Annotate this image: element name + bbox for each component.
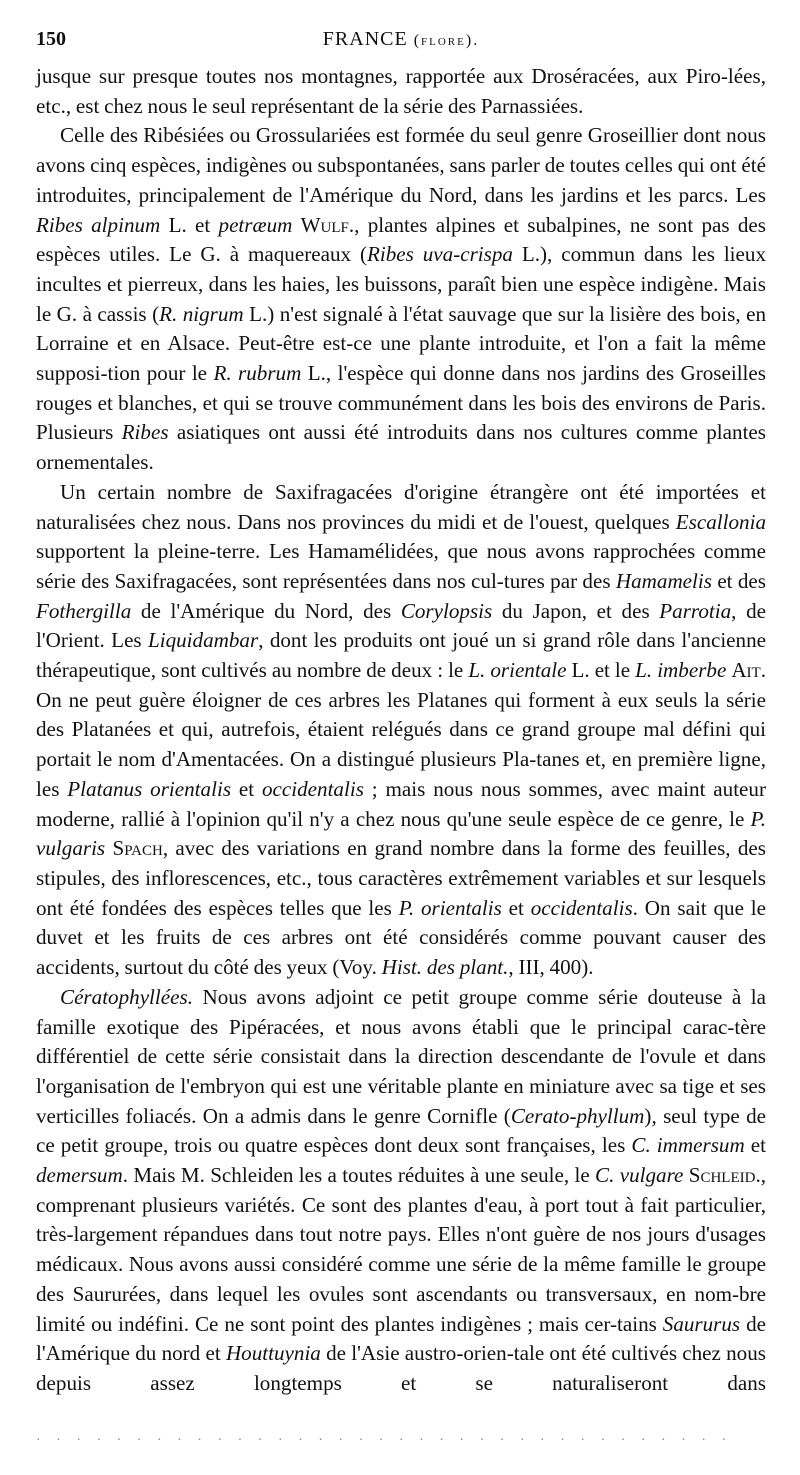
italic-text: Hist. des plant.: [381, 955, 509, 980]
text-run: Un certain nombre de Saxifragacées d'origine étrangère ont été importées et naturalisées chez nous. Dans nos provinces du midi et de l'ouest, quelques: [36, 479, 766, 534]
bleed-through-dots: · · · · · · · · · · · · · · · · · · · · · · · · · · · · · · · · · · ·: [36, 1433, 733, 1448]
text-run: , comprenant plusieurs variétés. Ce sont des plantes d'eau, à port tout à fait particulier, très-largement répandues dans tout notre pays. Elles n'ont guère de nos jours d'usages médicaux. Nous avons aussi considéré comme une série de la même famille le groupe des Saururées, dans lequel les ovules sont ascendants ou transversaux, en nom-bre limité ou indéfini. Ce ne sont point des plantes indigènes ; mais cer-tains: [36, 1163, 766, 1336]
text-run: , de l'Orient. Les: [36, 598, 766, 653]
italic-text: Cerato-phyllum: [510, 1103, 645, 1128]
text-run: asiatiques ont aussi été introduits dans nos cultures comme plantes ornementales.: [36, 420, 766, 475]
italic-text: P. vulgaris: [36, 806, 766, 861]
paragraph: [36, 478, 766, 983]
italic-text: P. orientalis: [398, 895, 502, 920]
small-caps-text: Ait.: [731, 658, 766, 683]
text-run: , III, 400).: [508, 955, 594, 980]
text-run: [292, 213, 300, 237]
italic-text: Ribes uva-crispa: [366, 242, 513, 267]
text-run: supportent la pleine-terre. Les Hamamélidées, que nous avons rapprochées comme série des Saxifragacées, sont représentées dans nos cul-tures par des: [36, 539, 766, 593]
italic-text: petræum: [218, 212, 293, 237]
italic-text: Hamamelis: [615, 568, 712, 593]
italic-text: R. rubrum: [213, 361, 302, 386]
italic-text: Fothergilla: [36, 598, 132, 623]
italic-text: R. nigrum: [159, 301, 244, 326]
running-subtitle: (flore).: [413, 32, 480, 49]
italic-text: Ribes: [121, 420, 169, 445]
paragraph: [36, 62, 766, 121]
italic-text: demersum: [36, 1163, 123, 1188]
text-run: et des: [711, 568, 766, 593]
running-title: FRANCE: [322, 28, 408, 50]
text-run: Nous avons adjoint ce petit groupe comme série douteuse à la famille exotique des Pipéracées, et nous avons établi que le principal carac-tère différentiel de cette série consistait dans la direction descendante de l'ovule et dans l'organisation de l'embryon qui est une véritable plante en miniature avec sa tige et ses verticilles foliacés. On a admis dans le genre Cornifle (: [36, 984, 766, 1128]
text-run: ), seul type de ce petit groupe, trois ou quatre espèces dont deux sont françaises, les: [36, 1103, 766, 1158]
running-head: [36, 28, 766, 51]
book-page: [36, 22, 766, 1399]
italic-text: L. orientale: [468, 658, 567, 683]
small-caps-text: Schleid.: [688, 1163, 761, 1188]
page-number: 150: [36, 28, 66, 50]
text-run: On ne peut guère éloigner de ces arbres les Platanes qui forment à eux seuls la série des Platanées et qui, autrefois, étaient relégués dans ce grand groupe mal défini qui portait le nom d'Amentacées. On a distingué plusieurs Pla-tanes et, en première ligne, les: [36, 687, 766, 801]
italic-text: Platanus orientalis: [67, 776, 232, 801]
text-run: de l'Asie austro-orien-tale ont été cultivés chez nous depuis assez longtemps et se naturaliseront dans: [36, 1341, 766, 1395]
text-run: , dont les produits ont joué un si grand rôle dans l'ancienne thérapeutique, sont cultivés au nombre de deux : le: [36, 628, 767, 683]
text-run: et: [744, 1133, 766, 1158]
italic-text: Corylopsis: [400, 598, 493, 623]
paragraph: [36, 983, 766, 1399]
italic-text: occidentalis: [530, 895, 633, 920]
text-run: Celle des Ribésiées ou Grossulariées est formée du seul genre Groseillier dont nous avons cinq espèces, indigènes ou subspontanées, sans parler de toutes celles qui ont été introduites, principalement de l'Amérique du Nord, dans les jardins et les parcs. Les: [36, 123, 766, 207]
italic-text: Cératophyllées.: [60, 984, 193, 1009]
text-run: de l'Amérique du nord et: [36, 1311, 766, 1366]
italic-text: C. vulgare: [595, 1163, 684, 1188]
text-run: L., l'espèce qui donne dans nos jardins des Groseilles rouges et blanches, et qui se trouve communément dans les bois des environs de Paris. Plusieurs: [36, 361, 766, 445]
text-run: de l'Amérique du Nord, des: [131, 598, 401, 623]
italic-text: occidentalis: [261, 776, 364, 801]
text-run: et: [501, 895, 531, 920]
italic-text: Saururus: [662, 1311, 741, 1336]
text-run: . Mais M. Schleiden les a toutes réduites à une seule, le: [122, 1163, 596, 1188]
italic-text: Ribes alpinum: [36, 212, 161, 237]
italic-text: Escallonia: [675, 509, 766, 534]
text-run: L.), commun dans les lieux incultes et pierreux, dans les haies, les buissons, paraît bien une espèce indigène. Mais le G. à cassis (: [36, 242, 766, 326]
paragraph: [36, 121, 766, 477]
body-text: [36, 62, 766, 1399]
small-caps-text: Wulf.: [300, 212, 355, 237]
text-run: L. et le: [566, 658, 636, 683]
italic-text: C. immersum: [631, 1133, 745, 1158]
text-run: . On sait que le duvet et les fruits de ces arbres ont été considérés comme pouvant causer des accidents, surtout du côté des yeux (Voy.: [36, 895, 767, 980]
italic-text: Parrotia: [659, 598, 732, 623]
page-header: [36, 22, 766, 62]
italic-text: Houttuynia: [225, 1341, 321, 1366]
small-caps-text: Spach: [112, 836, 163, 861]
text-run: jusque sur presque toutes nos montagnes, rapportée aux Droséracées, aux Piro-lées, etc., est chez nous le seul représentant de la série des Parnassiées.: [36, 64, 766, 118]
text-run: et: [231, 776, 262, 801]
text-run: L. et: [160, 212, 219, 237]
text-run: L.) n'est signalé à l'état sauvage que sur la lisière des bois, en Lorraine et en Alsace. Peut-être est-ce une plante introduite, et l'on a fait la même supposi-tion pour le: [36, 301, 766, 386]
text-run: , avec des variations en grand nombre dans la forme des feuilles, des stipules, des inflorescences, etc., tous caractères extrêmement variables et sur lesquels ont été fondées des espèces telles que les: [36, 836, 766, 920]
text-run: du Japon, et des: [492, 598, 660, 623]
italic-text: L. imberbe: [635, 658, 727, 683]
italic-text: Liquidambar: [148, 628, 259, 653]
text-run: ; mais nous nous sommes, avec maint auteur moderne, rallié à l'opinion qu'il n'y a chez nous qu'une seule espèce de ce genre, le: [36, 776, 766, 831]
text-run: , plantes alpines et subalpines, ne sont pas des espèces utiles. Le G. à maquereaux (: [36, 212, 766, 267]
